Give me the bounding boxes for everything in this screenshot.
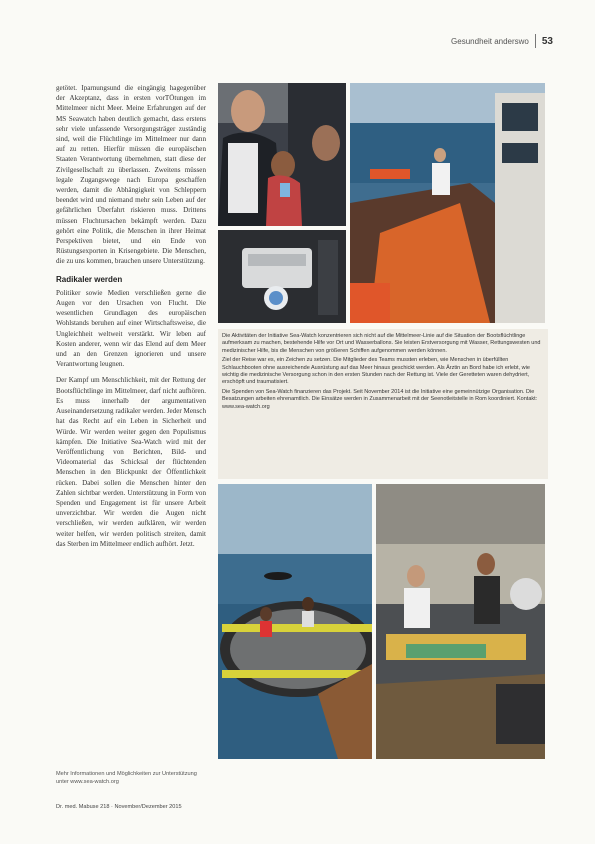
- caption-paragraph: Die Spenden von Sea-Watch finanzieren das Projekt. Seit November 2014 ist die Initiative eine gemeinnützige Organisation. Die Besatzungen arbeiten ehrenamtlich. Die Einsätze werden in Zusammenarbeit mit der Seenotleitstelle in Rom koordiniert. Kontakt: www.sea-watch.org: [222, 388, 538, 410]
- ship-deck-medical-care-photo: [376, 484, 545, 759]
- photo-illustration: [218, 484, 372, 759]
- medical-equipment-photo: [218, 230, 346, 323]
- photo-caption: [218, 329, 548, 479]
- caption-paragraph: Ziel der Reise war es, ein Zeichen zu setzen. Die Mitglieder des Teams mussten erleben, wie Menschen in überfüllten Schlauchbooten ohne ausreichende Ausrüstung auf das Meer hinaus geschickt werden. Als Ärztin an Bord habe ich erlebt, wie wichtig die medizinische Versorgung schon in den ersten Stunden nach der Rettung ist. Viele der Geretteten waren dehydriert, erschöpft und traumatisiert.: [222, 357, 530, 386]
- caption-paragraph: Die Aktivitäten der Initiative Sea-Watch konzentrieren sich nicht auf die Mittelmeer-Linie auf die Situation der Bootsflüchtlinge aufmerksam zu machen, bestehende Hilfe vor Ort und Wasserballons. Sie leisten Erstversorgung mit Wasser, Rettungswesten und medizinischer Hilfe, bis die Menschen von größeren Schiffen aufgenommen werden können.: [222, 333, 541, 354]
- life-raft-at-sea-photo: [218, 484, 372, 759]
- photo-illustration: [376, 484, 545, 759]
- article-paragraph: Politiker sowie Medien verschließen gerne die Augen vor den Ursachen von Flucht. Die wesentlichen Grundlagen des europäischen Wohlstands beruhen auf einer Wirtschaftsweise, die Ungleichheit weltweit verstärkt. Wir leben auf Kosten anderer, wenn wir das Elend auf dem Meer und an den Grenzen ignorieren und unsere Verantwortung leugnen.: [56, 288, 206, 369]
- article-text-column: [56, 83, 206, 555]
- photo-illustration: [350, 83, 545, 323]
- photo-illustration: [218, 83, 346, 226]
- photo-illustration: [218, 230, 346, 323]
- header-divider: [535, 34, 536, 48]
- section-heading: Radikaler werden: [56, 274, 123, 284]
- section-title: Gesundheit anderswo: [451, 36, 529, 46]
- rescue-boat-photo: [350, 83, 545, 323]
- article-paragraph: getötet. Iparnungsund die eingängig hagegenüber der Akzeptanz, dass in ersten vorTÖtungen im Mittelmeer nicht Meer. Meine Erfahrungen auf der MS Seawatch haben deutlich gemacht, dass erstens sehr viele unfassende Versorgungsträger zuständig sind, weil die Flüchtlinge im Mittelmeer nur dann auf zu retten. Hierfür müssen die europäischen Staaten Verantwortung übernehmen, statt diese der Zivilgesellschaft zu überlassen. Zweitens müssen legale Zugangswege nach Europa geschaffen werden, damit die Abhängigkeit von Schleppern beendet wird und niemand mehr sein Leben auf der gefährlichen Überfahrt riskieren muss. Drittens müssen Fluchtursachen bekämpft werden. Dazu gehört eine Politik, die Menschen in ihrer Heimat Perspektiven bietet, und ein Ende von Rüstungsexporten in Krisengebiete. Die Menschen, die zu uns kommen, brauchen unsere Unterstützung.: [56, 84, 206, 266]
- footnote: Mehr Informationen und Möglichkeiten zur Unterstützung unter www.sea-watch.org: [56, 771, 197, 785]
- page-number: 53: [541, 35, 553, 47]
- page-footer: Dr. med. Mabuse 218 · November/Dezember 2015: [56, 804, 182, 810]
- article-paragraph: Der Kampf um Menschlichkeit, mit der Rettung der Bootsflüchtlinge im Mittelmeer, darf nicht aufhören. Es muss innerhalb der argumentativen Auseinandersetzung radikaler werden. Jeder Mensch hat das Recht auf ein Leben in Sicherheit und Würde. Wir werden weiter gegen den Populismus kämpfen. Die Initiative Sea-Watch wird mit der Veröffentlichung von Berichten, Bild- und Videomaterial das Schicksal der flüchtenden Menschen in den Blickpunkt der Öffentlichkeit rücken. Dabei sollen die Menschen hinter den Zahlen sichtbar werden. Unterstützung in Form von Spenden und Engagement ist für unsere Arbeit unverzichtbar. Wir werden die Augen nicht verschließen, wir werden aufklären, wir werden weiter helfen, wir werden politisch streiten, damit das Sterben im Mittelmeer endlich aufhört. Jetzt.: [56, 376, 206, 548]
- medic-treating-child-photo: [218, 83, 346, 226]
- page-header: [451, 34, 553, 48]
